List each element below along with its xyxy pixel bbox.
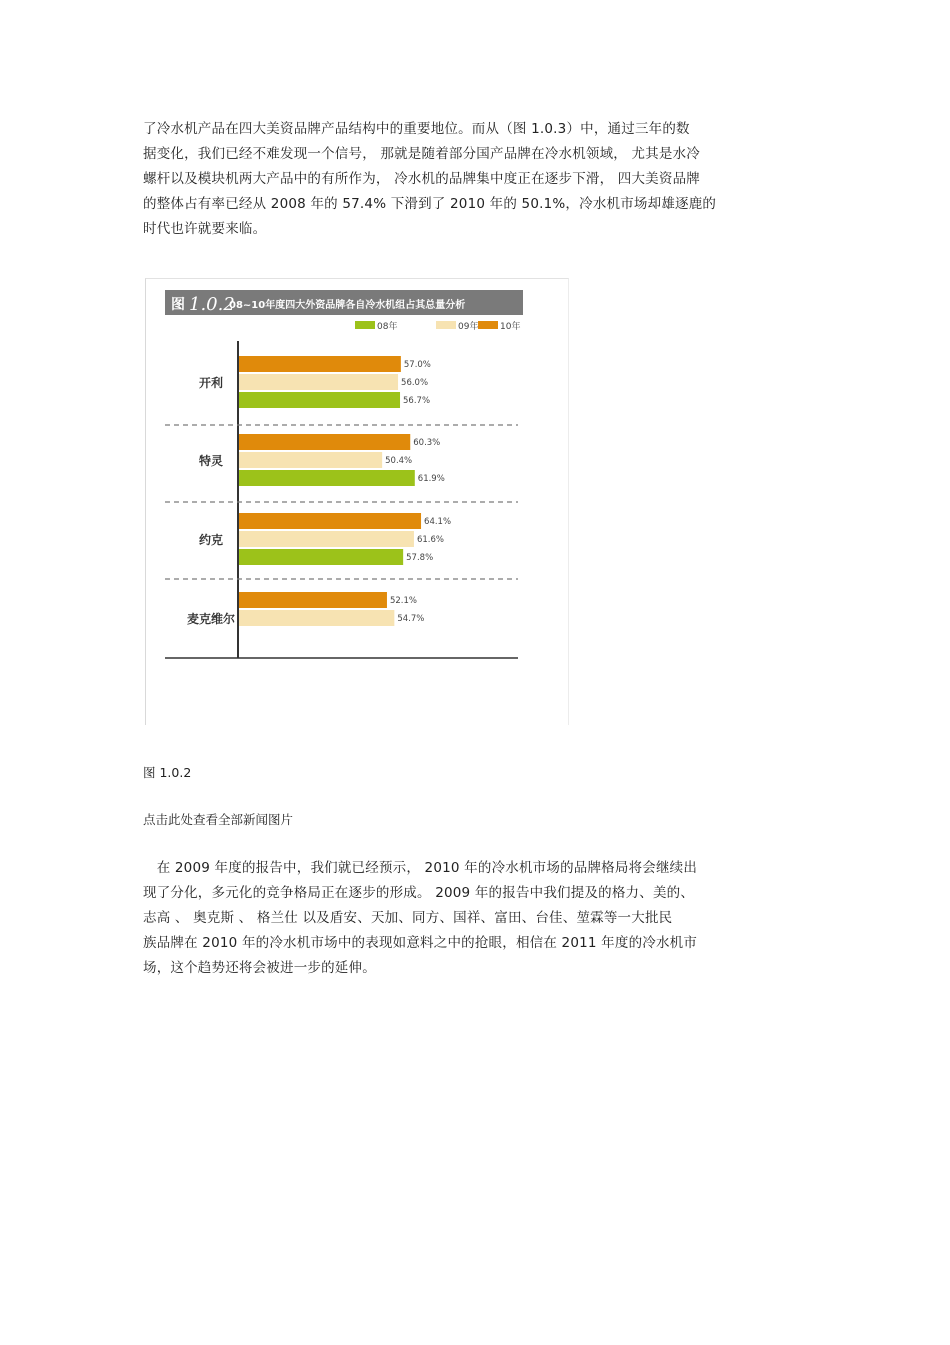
paragraph-line: 现了分化，多元化的竞争格局正在逐步的形成。 2009 年的报告中我们提及的格力、美的、 <box>143 885 695 901</box>
bar <box>239 392 400 408</box>
report-paragraph <box>143 856 813 981</box>
chart-title-prefix: 图 <box>171 297 185 313</box>
paragraph-line: 志高 、 奥克斯 、 格兰仕 以及盾安、天加、同方、国祥、富田、台佳、堃霖等一大批民 <box>143 910 673 926</box>
data-label: 57.8% <box>406 553 434 563</box>
bar <box>239 434 410 450</box>
data-label: 56.7% <box>403 396 431 406</box>
chart-title: 08~10年度四大外资品牌各自冷水机组占其总量分析 <box>229 300 466 311</box>
bar <box>239 592 387 608</box>
bar <box>239 549 403 565</box>
legend-swatch <box>355 321 375 329</box>
legend-label: 08年 <box>377 322 398 332</box>
data-label: 61.9% <box>417 474 445 484</box>
bar <box>239 531 414 547</box>
figure-caption: 图 1.0.2 <box>143 765 192 780</box>
data-label: 57.0% <box>403 360 431 370</box>
bar <box>239 513 421 529</box>
chart-figure <box>145 278 569 725</box>
bar <box>239 610 394 626</box>
data-label: 54.7% <box>397 614 425 624</box>
data-label: 64.1% <box>424 517 452 527</box>
paragraph-line: 螺杆以及模块机两大产品中的有所作为， 冷水机的品牌集中度正在逐步下滑， 四大美资品牌 <box>143 171 700 187</box>
paragraph-line: 族品牌在 2010 年的冷水机市场中的表现如意料之中的抢眼，相信在 2011 年度的冷水机市 <box>143 935 698 951</box>
view-all-images-link[interactable]: 点击此处查看全部新闻图片 <box>143 812 294 827</box>
paragraph-line: 在 2009 年度的报告中，我们就已经预示， 2010 年的冷水机市场的品牌格局将会继续出 <box>143 860 698 876</box>
data-label: 56.0% <box>401 378 429 388</box>
category-label: 约克 <box>198 533 224 547</box>
bar <box>239 356 401 372</box>
intro-paragraph <box>143 117 813 242</box>
bar <box>239 374 398 390</box>
legend-label: 10年 <box>500 322 521 332</box>
chart-title-number: 1.0.2 <box>189 294 235 315</box>
bar-chart <box>146 279 568 725</box>
data-label: 50.4% <box>385 456 413 466</box>
category-label: 开利 <box>198 376 224 390</box>
bar <box>239 470 415 486</box>
paragraph-line: 的整体占有率已经从 2008 年的 57.4% 下滑到了 2010 年的 50.1%，冷水机市场却雄逐鹿的 <box>143 196 717 212</box>
bar <box>239 452 382 468</box>
legend-swatch <box>436 321 456 329</box>
paragraph-line: 场，这个趋势还将会被进一步的延伸。 <box>143 960 376 976</box>
category-label: 特灵 <box>198 454 224 468</box>
paragraph-line: 时代也许就要来临。 <box>143 221 267 237</box>
paragraph-line: 了冷水机产品在四大美资品牌产品结构中的重要地位。而从（图 1.0.3）中，通过三年的数 <box>143 121 690 137</box>
data-label: 52.1% <box>389 596 417 606</box>
paragraph-line: 据变化，我们已经不难发现一个信号， 那就是随着部分国产品牌在冷水机领域， 尤其是水冷 <box>143 146 700 162</box>
legend-swatch <box>478 321 498 329</box>
data-label: 61.6% <box>416 535 444 545</box>
data-label: 60.3% <box>413 438 441 448</box>
category-label: 麦克维尔 <box>186 612 236 626</box>
legend-label: 09年 <box>458 322 479 332</box>
